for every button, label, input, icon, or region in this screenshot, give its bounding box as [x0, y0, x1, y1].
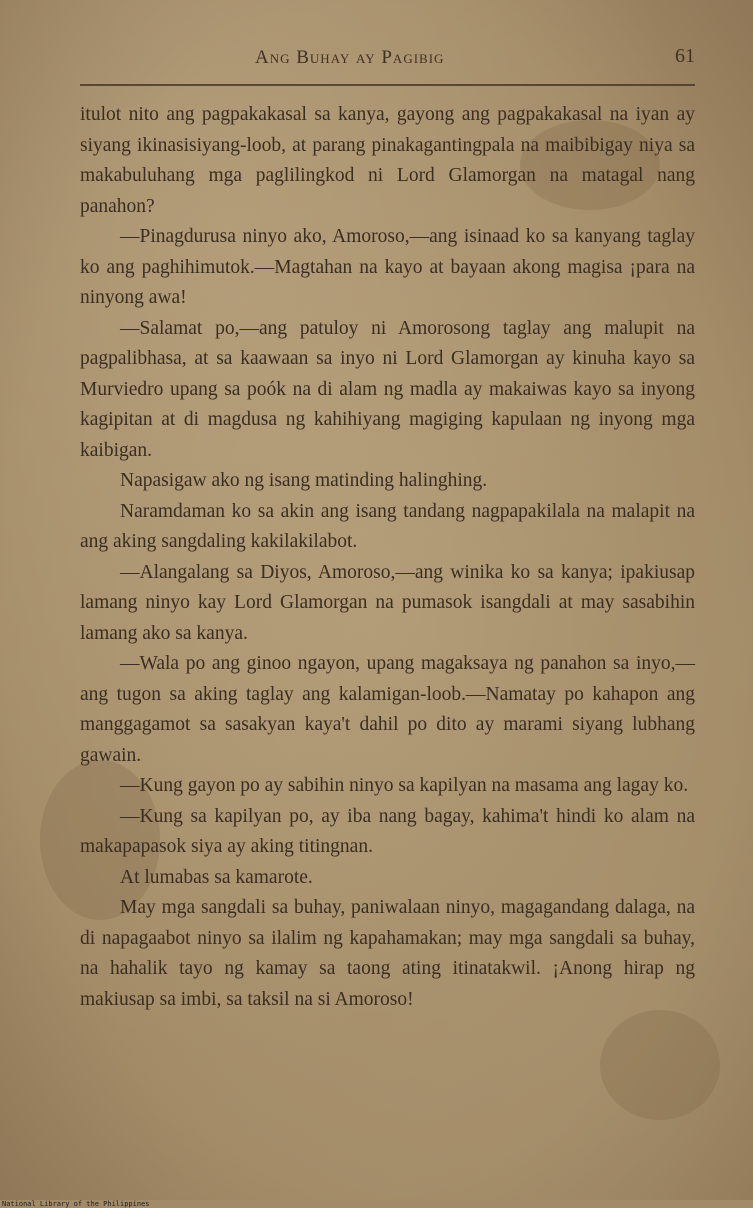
paragraph: —Pinagdurusa ninyo ako, Amoroso,—ang isinaad ko sa kanyang taglay ko ang paghihimutok.—Magtahan na kayo at bayaan akong magisa ¡para na ninyong awa! — [80, 226, 695, 308]
running-title: Ang Buhay ay Pagibig — [255, 47, 445, 68]
paper-stain — [600, 1010, 720, 1120]
body-text — [80, 100, 695, 1015]
header-rule — [80, 84, 695, 86]
library-credit: National Library of the Philippines — [2, 1200, 150, 1208]
paragraph: —Kung sa kapilyan po, ay iba nang bagay, kahima't hindi ko alam na makapapasok siya ay aking titingnan. — [80, 805, 695, 857]
paragraph: —Wala po ang ginoo ngayon, upang magaksaya ng panahon sa inyo,—ang tugon sa aking taglay ang kalamigan-loob.—Namatay po kahapon ang manggagamot sa sasakyan kaya't dahil po dito ay marami siyang lubhang gawain. — [80, 653, 695, 766]
paragraph: Napasigaw ako ng isang matinding halinghing. — [120, 470, 488, 491]
paragraph: itulot nito ang pagpakakasal sa kanya, gayong ang pagpakakasal na iyan ay siyang ikinasisiyang-loob, at parang pinakagantingpala na maibibigay niya sa makabuluhang mga paglilingkod ni Lord Glamorgan na matagal nang panahon? — [80, 104, 695, 217]
paragraph: At lumabas sa kamarote. — [120, 866, 313, 888]
page-number: 61 — [675, 45, 695, 67]
page-header — [60, 45, 703, 75]
paragraph: May mga sangdali sa buhay, paniwalaan ninyo, magagandang dalaga, na di napagaabot ninyo sa ilalim ng kapahamakan; may mga sangdali sa buhay, na hahalik tayo ng kamay sa taong ating itinatakwil. ¡Anong hirap ng makiusap sa imbi, sa taksil na si Amoroso! — [80, 897, 695, 1010]
paragraph: —Alangalang sa Diyos, Amoroso,—ang winika ko sa kanya; ipakiusap lamang ninyo kay Lord Glamorgan na pumasok isangdali at may sasabihin lamang ako sa kanya. — [80, 561, 695, 644]
paragraph: —Kung gayon po ay sabihin ninyo sa kapilyan na masama ang lagay ko. — [120, 775, 689, 796]
paragraph: —Salamat po,—ang patuloy ni Amorosong taglay ang malupit na pagpalibhasa, at sa kaawaan sa inyo ni Lord Glamorgan ay kinuha kayo sa Murviedro upang sa poók na di alam ng madla ay makaiwas kayo sa inyong kagipitan at di magdusa ng kahihiyang magiging kapulaan ng inyong mga kaibigan. — [80, 317, 695, 461]
paragraph: Naramdaman ko sa akin ang isang tandang nagpapakilala na malapit na ang aking sangdaling kakilakilabot. — [80, 500, 695, 552]
